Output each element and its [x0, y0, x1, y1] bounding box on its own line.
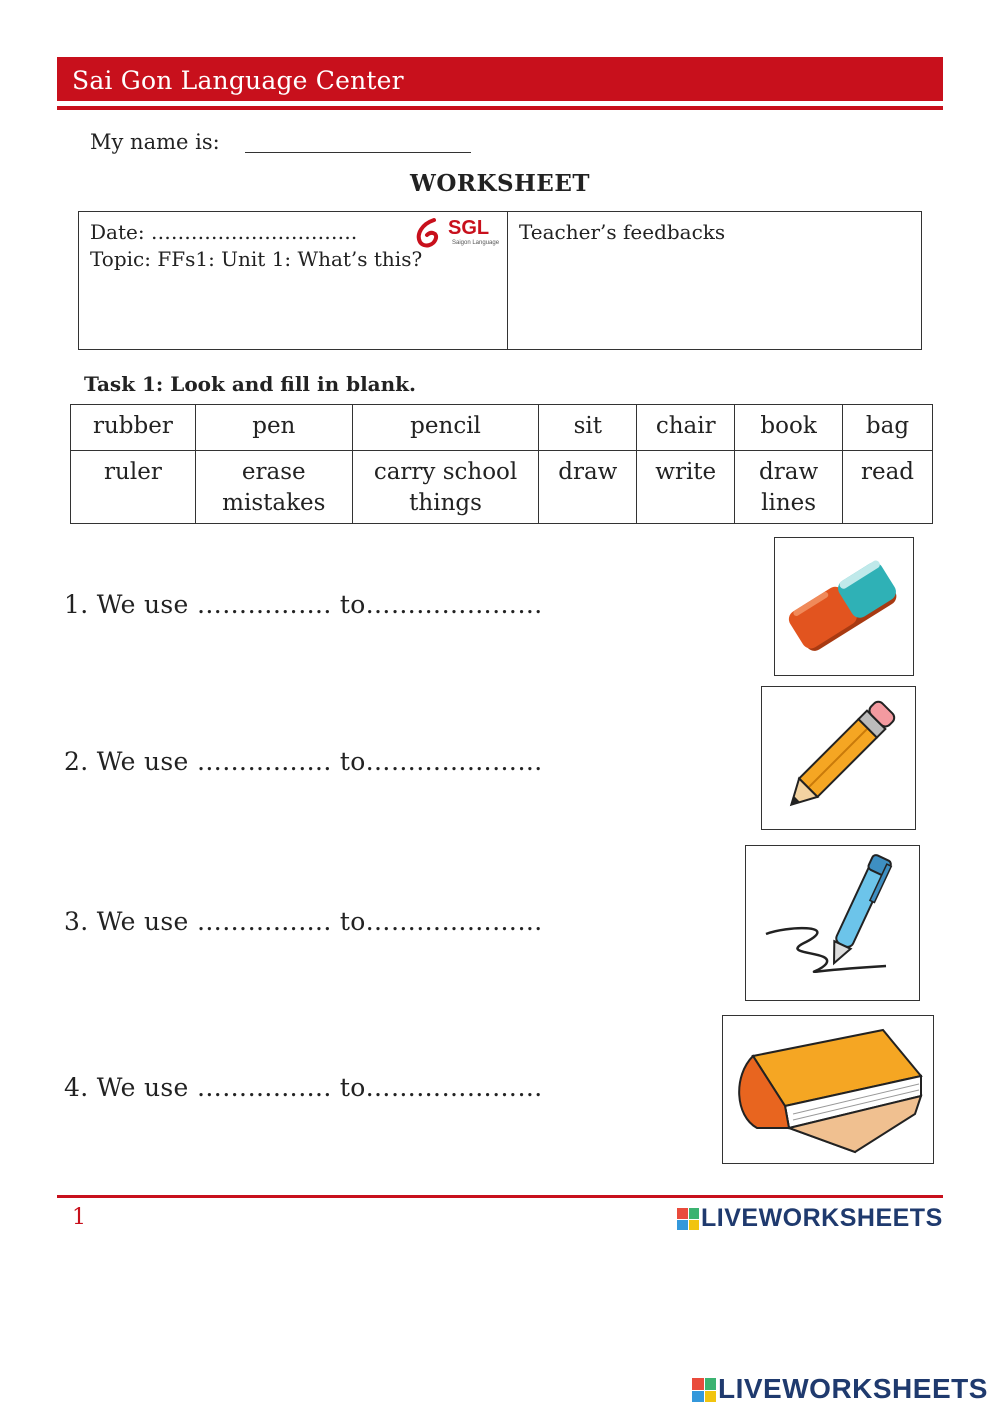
pen-picture — [745, 845, 920, 1001]
word-cell — [539, 451, 637, 524]
topic-text: Topic: FFs1: Unit 1: What’s this? — [90, 247, 423, 271]
word-line: read — [860, 459, 915, 485]
word-row-2 — [71, 451, 933, 524]
logo-subtext: Saigon Language — [452, 240, 500, 246]
question-2[interactable]: 2. We use ……………. to………………… — [64, 747, 543, 776]
footer-brand[interactable]: LIVEWORKSHEETS — [701, 1204, 943, 1232]
eraser-picture — [774, 537, 914, 676]
word-cell — [843, 451, 933, 524]
word-cell: book — [735, 405, 843, 451]
header-rule — [57, 106, 943, 110]
book-picture — [722, 1015, 934, 1164]
pen-icon — [746, 846, 919, 1000]
word-cell: pencil — [352, 405, 539, 451]
question-4[interactable]: 4. We use ……………. to………………… — [64, 1073, 543, 1102]
info-divider — [507, 211, 508, 350]
eraser-icon — [775, 538, 913, 675]
header-title: Sai Gon Language Center — [72, 66, 404, 95]
word-table — [70, 404, 933, 524]
footer-rule — [57, 1195, 943, 1198]
book-icon — [723, 1016, 933, 1163]
word-line: ruler — [104, 459, 162, 485]
word-line: write — [655, 459, 717, 485]
pencil-icon — [762, 687, 915, 829]
word-cell: chair — [637, 405, 735, 451]
teacher-feedback-label: Teacher’s feedbacks — [519, 220, 726, 244]
word-cell — [637, 451, 735, 524]
worksheet-title: WORKSHEET — [410, 170, 590, 197]
word-cell: bag — [843, 405, 933, 451]
page-number: 1 — [72, 1205, 86, 1230]
word-line: erase — [241, 459, 306, 485]
pencil-picture — [761, 686, 916, 830]
date-field[interactable]: Date: …………………………. — [90, 220, 358, 244]
word-cell — [195, 451, 352, 524]
word-cell — [71, 451, 196, 524]
word-cell: pen — [195, 405, 352, 451]
word-line: draw — [759, 459, 819, 485]
word-cell: sit — [539, 405, 637, 451]
logo-text: SGL — [448, 217, 490, 239]
name-field[interactable] — [245, 152, 471, 153]
bottom-brand[interactable]: LIVEWORKSHEETS — [718, 1373, 988, 1404]
word-cell — [352, 451, 539, 524]
task-title: Task 1: Look and fill in blank. — [84, 372, 416, 396]
word-line: things — [409, 490, 482, 516]
liveworksheets-logo-icon — [677, 1208, 699, 1230]
word-line: mistakes — [222, 490, 326, 516]
liveworksheets-logo-icon — [692, 1378, 716, 1402]
word-line: lines — [761, 490, 817, 516]
word-row-1 — [71, 405, 933, 451]
name-label: My name is: — [90, 130, 220, 154]
word-cell — [735, 451, 843, 524]
word-line: carry school — [373, 459, 518, 485]
question-3[interactable]: 3. We use ……………. to………………… — [64, 907, 543, 936]
word-cell: rubber — [71, 405, 196, 451]
question-1[interactable]: 1. We use ……………. to………………… — [64, 590, 543, 619]
word-line: draw — [558, 459, 618, 485]
